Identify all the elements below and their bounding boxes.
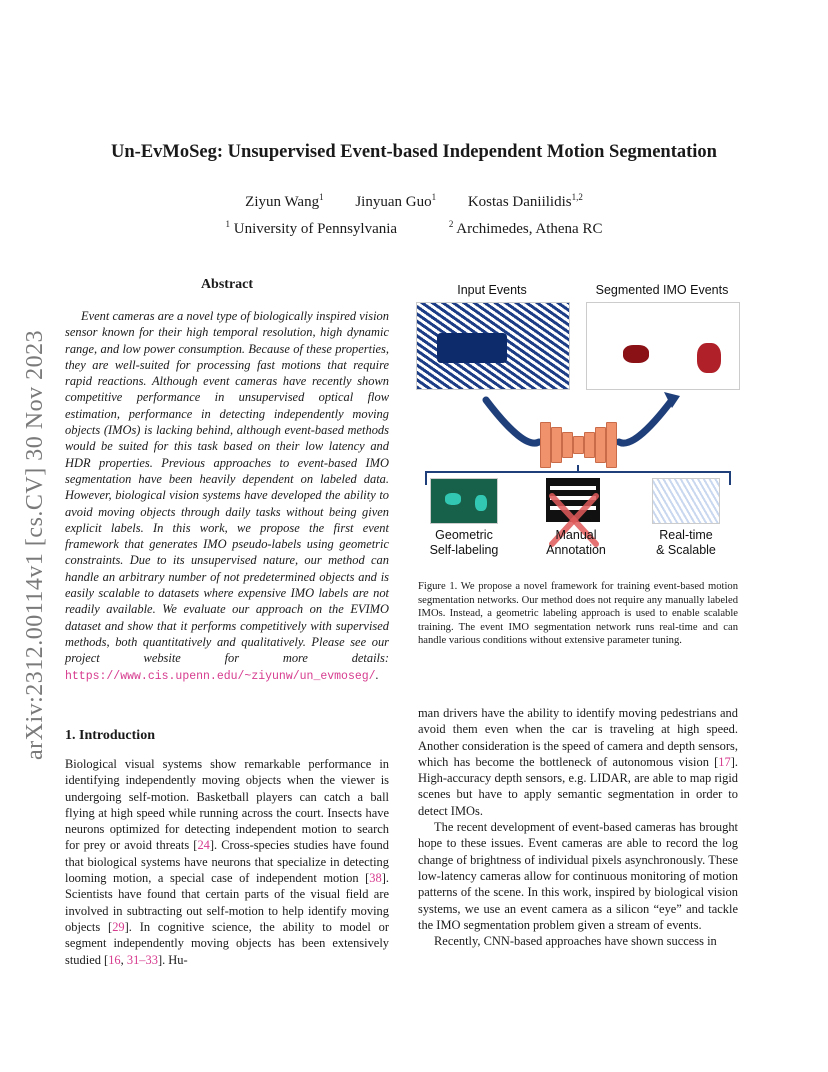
network-layer	[606, 422, 617, 468]
affiliation: $^1$ University of Pennsylvania	[225, 219, 398, 237]
figure-1	[414, 280, 744, 570]
figure-label-segmented: Segmented IMO Events	[595, 283, 729, 297]
affiliation-list	[0, 221, 828, 238]
figure-label-realtime: Real-time & Scalable	[656, 528, 716, 557]
citation-link[interactable]: 17	[718, 754, 731, 769]
network-layer	[584, 432, 595, 458]
figure-label-manual: Manual Annotation	[546, 528, 606, 557]
citation-link[interactable]: 29	[112, 919, 125, 934]
curved-arrow-left	[486, 400, 539, 443]
arxiv-identifier: arXiv:2312.00114v1 [cs.CV] 30 Nov 2023	[22, 329, 48, 760]
introduction-body: Biological visual systems show remarkable performance in identifying independently moving objects when the viewer is undergoing self-motion. Basketball players can catch a ball flying at high speed while running across the court. Insects have neurons optimized for detecting independent motion to search for prey or avoid threats [24]. Cross-species studies have found that biological systems have neurons that specialize in detecting looming motion, a special case of independent motion [38]. Scientists have found that certain parts of the visual field are involved in subtracting out self-motion to help identify moving objects [29]. In cognitive science, the ability to model or segment independently moving objects has been extensively studied [16, 31–33]. Hu-	[65, 757, 389, 967]
author: Jinyuan Guo$^1$	[355, 192, 437, 210]
affiliation: $^2$ Archimedes, Athena RC	[448, 219, 603, 237]
network-layer	[562, 432, 573, 458]
network-layer	[573, 436, 584, 454]
curved-arrow-right	[619, 400, 672, 443]
network-layer	[551, 427, 562, 463]
citation-link[interactable]: 24	[197, 838, 210, 853]
abstract-body: Event cameras are a novel type of biologically inspired vision sensor known for their high temporal resolution, high dynamic range, and low power consumption. Because of these properties, they are well-suited for processing fast motions that require rapid reactions. Although event cameras have recently shown competitive performance in unsupervised optical flow estimation, performance in detecting independently moving objects (IMOs) is lacking behind, although event-based methods would be suited for this task based on their low latency and HDR properties. Previous approaches to event-based IMO segmentation have been heavily dependent on labeled data. However, biological vision systems have developed the ability to avoid moving objects through daily tasks without being given explicit labels. In this work, we propose the first event framework that generates IMO pseudo-labels using geometric constraints. Due to its unsupervised nature, our method can handle an arbitrary number of not predetermined objects and is easily scalable to datasets where expensive IMO labels are not readily available. We evaluate our approach on the EVIMO dataset and show that it performs competitively with supervised methods, both quantitatively and qualitatively. Please see our project website for more details: https://www.cis.upenn.edu/~ziyunw/un_evmoseg/.	[65, 309, 389, 683]
network-layer	[540, 422, 551, 468]
citation-link[interactable]: 16	[108, 952, 121, 967]
figure-label-geometric: Geometric Self-labeling	[429, 528, 499, 557]
author-list	[0, 194, 828, 211]
introduction-heading: 1. Introduction	[65, 728, 155, 743]
network-layer	[595, 427, 606, 463]
project-website-link[interactable]: https://www.cis.upenn.edu/~ziyunw/un_evmoseg/	[65, 669, 376, 683]
citation-link[interactable]: 31–33	[126, 952, 158, 967]
paper-title: Un-EvMoSeg: Unsupervised Event-based Independent Motion Segmentation	[111, 142, 717, 162]
abstract-heading: Abstract	[200, 277, 254, 292]
author: Kostas Daniilidis$^{1,2}$	[467, 192, 583, 210]
figure-caption: Figure 1. We propose a novel framework for training event-based motion segmentation networks. Our method does not require any manually labeled IMOs. Instead, a geometric labeling approach is used to enable scalable training. The event IMO segmentation network runs real-time and can handle various conditions without extensive parameter tuning.	[418, 581, 738, 647]
citation-link[interactable]: 38	[369, 871, 382, 886]
figure-label-input: Input Events	[457, 283, 527, 297]
author: Ziyun Wang$^1$	[245, 192, 324, 210]
right-column-body: man drivers have the ability to identify moving pedestrians and avoid them even when the car is traveling at high speed. Another consideration is the speed of camera and depth sensors, which has become the bottleneck of autonomous vision [17]. High-accuracy depth sensors, e.g. LIDAR, are able to map rigid scenes but have to apply semantic segmentation in order to detect IMOs. The recent development of event-based cameras has brought hope to these issues. Event cameras are able to record the log change of brightness of individual pixels asynchronously. These low-latency cameras allow for continuous monitoring of motion patterns of the scene. In this work, inspired by biological vision systems, we use an event camera as a silicon “eye” and tackle the IMO segmentation problem given a stream of events. Recently, CNN-based approaches have shown success in	[418, 706, 738, 949]
geometric-labeling-image	[430, 478, 498, 524]
realtime-image	[652, 478, 720, 524]
